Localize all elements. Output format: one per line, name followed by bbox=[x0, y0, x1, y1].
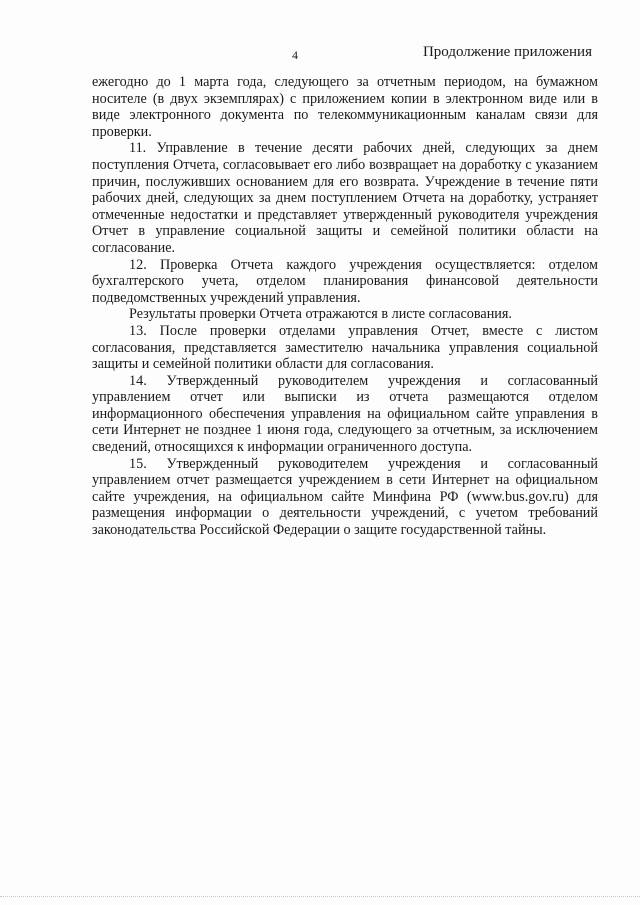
paragraph: 11. Управление в течение десяти рабочих дней, следующих за днем поступления Отчета, согласовывает его либо возвращает на доработку с указанием причин, послуживших основанием для его возврата. Учреждение в течение пяти рабочих дней, следующих за днем поступлением Отчета на доработку, устраняет отмеченные недостатки и представляет утвержденный руководителя учреждения Отчет в управление социальной защиты и семейной политики области на согласование. bbox=[92, 140, 598, 256]
paragraph: 12. Проверка Отчета каждого учреждения осуществляется: отделом бухгалтерского учета, отделом планирования финансовой деятельности подведомственных учреждений управления. bbox=[92, 256, 598, 306]
paragraph: 13. После проверки отделами управления Отчет, вместе с листом согласования, представляется заместителю начальника управления социальной защиты и семейной политики области для согласования. bbox=[92, 322, 598, 373]
paragraph: Результаты проверки Отчета отражаются в листе согласования. bbox=[129, 306, 512, 323]
page-number: 4 bbox=[292, 48, 298, 62]
paragraph: ежегодно до 1 марта года, следующего за отчетным периодом, на бумажном носителе (в двух экземплярах) с приложением копии в электронном виде или в виде электронного документа по телекоммуникационным каналам связи для проверки. bbox=[92, 74, 598, 140]
document-body bbox=[92, 74, 598, 539]
scan-artifact-line bbox=[0, 896, 640, 899]
paragraph: 15. Утвержденный руководителем учреждения и согласованный управлением отчет размещается учреждением в сети Интернет на официальном сайте учреждения, на официальном сайте Минфина РФ (www.bus.gov.ru) для размещения информации о деятельности учреждений, с учетом требований законодательства Российской Федерации о защите государственной тайны. bbox=[92, 455, 598, 539]
continuation-header: Продолжение приложения bbox=[422, 44, 592, 60]
paragraph: 14. Утвержденный руководителем учреждения и согласованный управлением отчет или выписки из отчета размещаются отделом информационного обеспечения управления на официальном сайте управления в сети Интернет не позднее 1 июня года, следующего за отчетным, за исключением сведений, относящихся к информации ограниченного доступа. bbox=[92, 372, 598, 456]
